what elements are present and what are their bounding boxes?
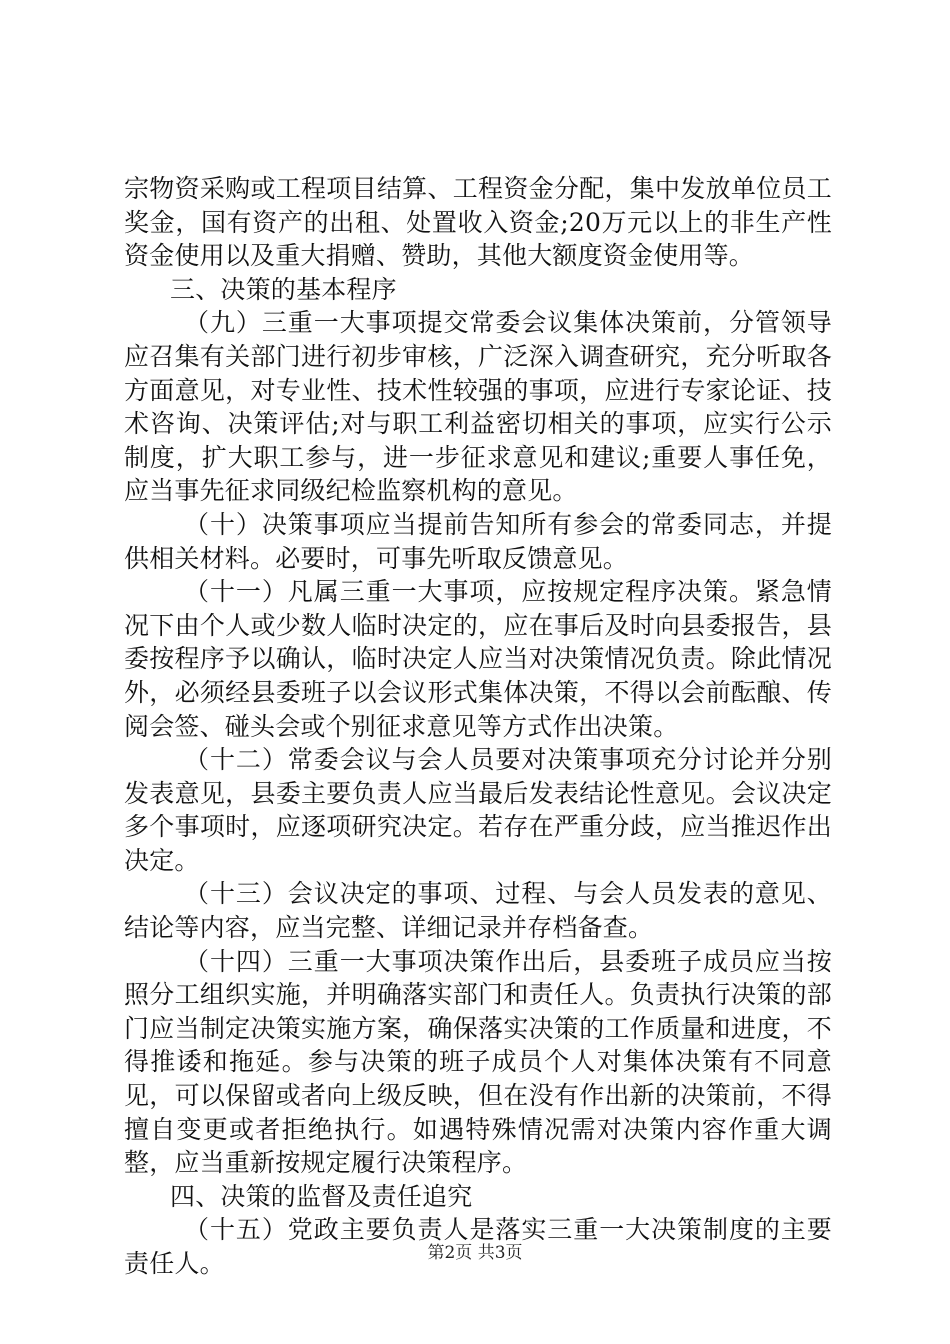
paragraph-item-11: （十一）凡属三重一大事项，应按规定程序决策。紧急情况下由个人或少数人临时决定的，应在事后及时向县委报告，县委按程序予以确认，临时决定人应当对决策情况负责。除此情况外，必须经县委班子以会议形式集体决策，不得以会前酝酿、传阅会签、碰头会或个别征求意见等方式作出决策。 [124,577,832,741]
paragraph-item-12: （十二）常委会议与会人员要对决策事项充分讨论并分别发表意见，县委主要负责人应当最后发表结论性意见。会议决定多个事项时，应逐项研究决定。若存在严重分歧，应当推迟作出决定。 [124,745,832,875]
paragraph-item-9: （九）三重一大事项提交常委会议集体决策前，分管领导应召集有关部门进行初步审核，广泛深入调查研究，充分听取各方面意见，对专业性、技术性较强的事项，应进行专家论证、技术咨询、决策评估;对与职工利益密切相关的事项，应实行公示制度，扩大职工参与，进一步征求意见和建议;重要人事任免，应当事先征求同级纪检监察机构的意见。 [124,308,832,506]
paragraph-item-14: （十四）三重一大事项决策作出后，县委班子成员应当按照分工组织实施，并明确落实部门和责任人。负责执行决策的部门应当制定决策实施方案，确保落实决策的工作质量和进度，不得推诿和拖延。参与决策的班子成员个人对集体决策有不同意见，可以保留或者向上级反映，但在没有作出新的决策前，不得擅自变更或者拒绝执行。如遇特殊情况需对决策内容作重大调整，应当重新按规定履行决策程序。 [124,946,832,1178]
section-heading-3: 三、决策的基本程序 [170,274,397,304]
paragraph-continuation: 宗物资采购或工程项目结算、工程资金分配，集中发放单位员工奖金，国有资产的出租、处置收入资金;20万元以上的非生产性资金使用以及重大捐赠、赞助，其他大额度资金使用等。 [124,174,832,271]
paragraph-item-13: （十三）会议决定的事项、过程、与会人员发表的意见、结论等内容，应当完整、详细记录并存档备查。 [124,879,832,943]
document-body [124,172,832,1281]
page-number-footer: 第2页 共3页 [427,1243,523,1263]
paragraph-item-15: （十五）党政主要负责人是落实三重一大决策制度的主要责任人。 [124,1215,832,1278]
paragraph-item-10: （十）决策事项应当提前告知所有参会的常委同志，并提供相关材料。必要时，可事先听取反馈意见。 [124,509,832,573]
section-heading-4: 四、决策的监督及责任追究 [170,1181,473,1211]
